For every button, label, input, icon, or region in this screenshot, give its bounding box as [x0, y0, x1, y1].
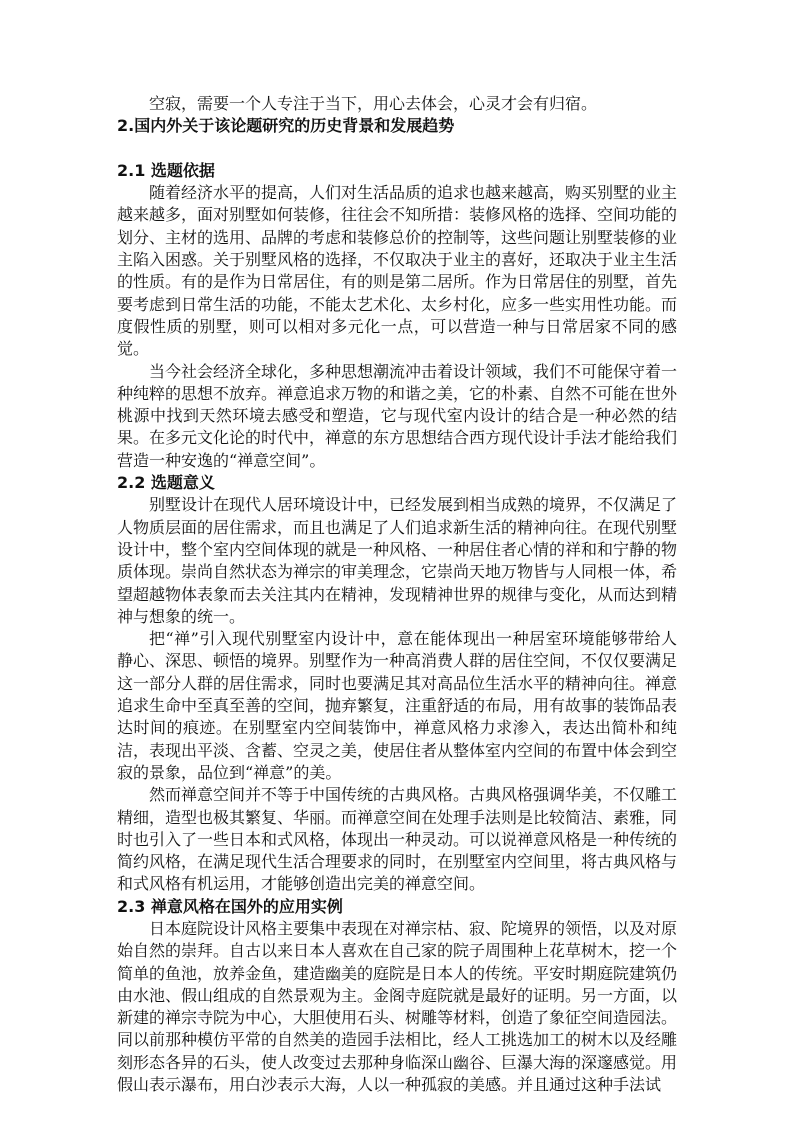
paragraph: 当今社会经济全球化，多种思想潮流冲击着设计领域，我们不可能保守着一种纯粹的思想不放弃。禅意追求万物的和谐之美，它的朴素、自然不可能在世外桃源中找到天然环境去感受和塑造，它与现代室内设计的结合是一种必然的结果。在多元文化论的时代中，禅意的东方思想结合西方现代设计手法才能给我们营造一种安逸的“禅意空间”。	[117, 361, 678, 470]
section-heading-2-3: 2.3 禅意风格在国外的应用实例	[117, 896, 343, 916]
section-heading-2: 2.国内外关于该论题研究的历史背景和发展趋势	[117, 116, 455, 136]
paragraph: 然而禅意空间并不等于中国传统的古典风格。古典风格强调华美，不仅雕工精细，造型也极其繁复、华丽。而禅意空间在处理手法则是比较简洁、素雅，同时也引入了一些日本和式风格，体现出一种灵动。可以说禅意风格是一种传统的简约风格，在满足现代生活合理要求的同时，在别墅室内空间里，将古典风格与和式风格有机运用，才能够创造出完美的禅意空间。	[117, 785, 678, 894]
document-page	[117, 93, 677, 1096]
section-heading-2-2: 2.2 选题意义	[117, 473, 215, 493]
paragraph: 别墅设计在现代人居环境设计中，已经发展到相当成熟的境界，不仅满足了人物质层面的居住需求，而且也满足了人们追求新生活的精神向往。在现代别墅设计中，整个室内空间体现的就是一种风格、一种居住者心情的祥和和宁静的物质体现。崇尚自然状态为禅宗的审美理念，它崇尚天地万物皆与人同根一体，希望超越物体表象而去关注其内在精神，发现精神世界的规律与变化，从而达到精神与想象的统一。	[117, 495, 678, 626]
paragraph: 日本庭院设计风格主要集中表现在对禅宗枯、寂、陀境界的领悟，以及对原始自然的崇拜。自古以来日本人喜欢在自己家的院子周围种上花草树木，挖一个简单的鱼池，放养金鱼，建造幽美的庭院是日本人的传统。平安时期庭院建筑仍由水池、假山组成的自然景观为主。金阁寺庭院就是最好的证明。另一方面，以新建的禅宗寺院为中心，大胆使用石头、树雕等材料，创造了象征空间造园法。同以前那种模仿平常的自然美的造园手法相比，经人工挑选加工的树木以及经雕刻形态各异的石头，使人改变过去那种身临深山幽谷、巨瀑大海的深邃感觉。用假山表示瀑布，用白沙表示大海，人以一种孤寂的美感。并且通过这种手法试	[117, 918, 678, 1095]
blank-line	[117, 138, 677, 160]
section-heading-2-1: 2.1 选题依据	[117, 160, 215, 180]
paragraph: 随着经济水平的提高，人们对生活品质的追求也越来越高，购买别墅的业主越来越多，面对别墅如何装修，往往会不知所措：装修风格的选择、空间功能的划分、主材的选用、品牌的考虑和装修总价的控制等，这些问题让别墅装修的业主陷入困惑。关于别墅风格的选择，不仅取决于业主的喜好，还取决于业主生活的性质。有的是作为日常居住，有的则是第二居所。作为日常居住的别墅，首先要考虑到日常生活的功能，不能太艺术化、太乡村化，应多一些实用性功能。而度假性质的别墅，则可以相对多元化一点，可以营造一种与日常居家不同的感觉。	[117, 183, 678, 359]
intro-paragraph: 空寂，需要一个人专注于当下，用心去体会，心灵才会有归宿。	[149, 94, 598, 113]
paragraph: 把“禅”引入现代别墅室内设计中，意在能体现出一种居室环境能够带给人静心、深思、顿悟的境界。别墅作为一种高消费人群的居住空间，不仅仅要满足这一部分人群的居住需求，同时也要满足其对高品位生活水平的精神向往。禅意追求生命中至真至善的空间，抛弃繁复，注重舒适的布局，用有故事的装饰品表达时间的痕迹。在别墅室内空间装饰中，禅意风格力求渗入，表达出简朴和纯洁，表现出平淡、含蓄、空灵之美，使居住者从整体室内空间的布置中体会到空寂的景象，品位到“禅意”的美。	[117, 629, 678, 782]
